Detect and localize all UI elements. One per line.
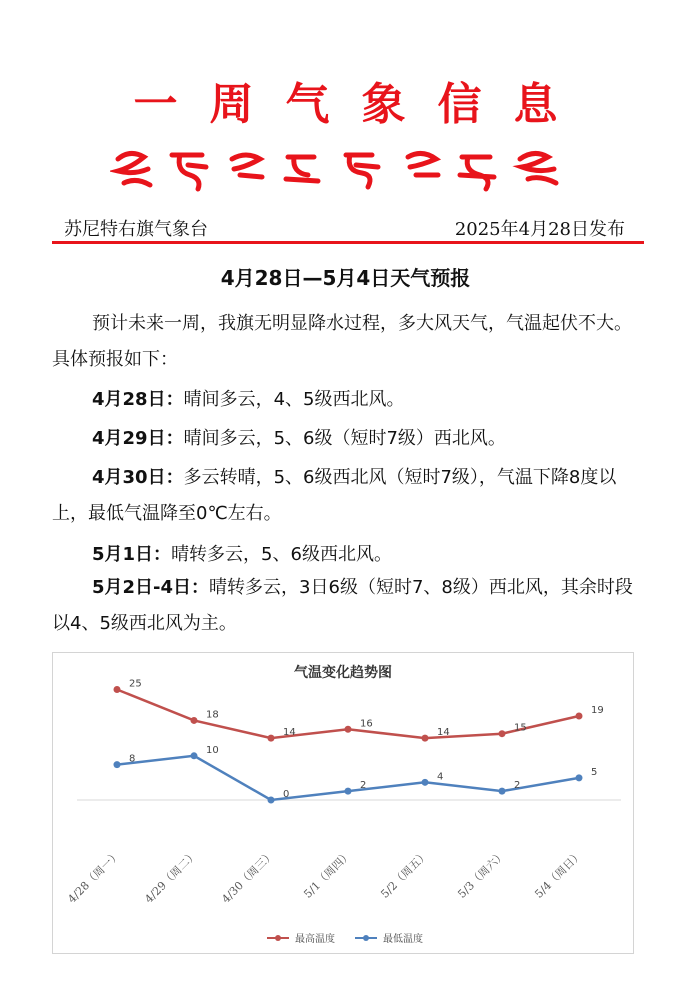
forecast-intro: 预计未来一周，我旗无明显降水过程，多大风天气，气温起伏不大。具体预报如下： bbox=[52, 313, 632, 370]
data-point bbox=[499, 730, 506, 737]
category-label: 4/29（周二） bbox=[142, 847, 201, 906]
forecast-date: 4月28日： bbox=[92, 389, 184, 410]
data-label: 5 bbox=[591, 766, 598, 778]
forecast-date: 4月30日： bbox=[92, 467, 184, 488]
data-label: 14 bbox=[437, 727, 450, 739]
data-label: 10 bbox=[206, 744, 219, 756]
legend-label: 最低温度 bbox=[383, 934, 423, 945]
agency-name: 苏尼特右旗气象台 bbox=[64, 219, 208, 240]
forecast-item bbox=[52, 382, 637, 418]
data-point bbox=[345, 788, 352, 795]
temperature-chart bbox=[52, 652, 634, 954]
category-label: 5/1（周四） bbox=[301, 847, 355, 901]
data-label: 19 bbox=[591, 705, 604, 717]
forecast-date: 5月1日： bbox=[92, 544, 172, 565]
forecast-date: 4月29日： bbox=[92, 428, 184, 449]
data-label: 2 bbox=[360, 780, 367, 792]
forecast-text: 晴间多云，5、6级（短时7级）西北风。 bbox=[183, 428, 506, 449]
data-point bbox=[268, 797, 275, 804]
category-label: 4/28（周一） bbox=[65, 847, 124, 906]
data-label: 18 bbox=[206, 709, 219, 721]
data-label: 8 bbox=[129, 753, 136, 765]
data-label: 4 bbox=[437, 771, 444, 783]
category-label: 5/4（周日） bbox=[532, 847, 586, 901]
publish-date: 2025年4月28日发布 bbox=[454, 219, 625, 240]
forecast-text: 晴转多云，3日6级（短时7、8级）西北风，其余时段以4、5级西北风为主。 bbox=[52, 577, 633, 634]
category-label: 4/30（周三） bbox=[219, 847, 278, 906]
data-point bbox=[114, 761, 121, 768]
data-point bbox=[345, 726, 352, 733]
data-label: 16 bbox=[360, 718, 373, 730]
data-label: 15 bbox=[514, 722, 527, 734]
data-point bbox=[422, 735, 429, 742]
data-point bbox=[191, 752, 198, 759]
data-point bbox=[114, 686, 121, 693]
data-label: 14 bbox=[283, 727, 296, 739]
header-divider bbox=[52, 241, 644, 244]
category-label: 5/3（周六） bbox=[455, 847, 509, 901]
legend-label: 最高温度 bbox=[295, 934, 335, 945]
data-label: 2 bbox=[514, 780, 521, 792]
data-point bbox=[499, 788, 506, 795]
legend-marker bbox=[363, 935, 369, 941]
data-point bbox=[422, 779, 429, 786]
forecast-text: 多云转晴，5、6级西北风（短时7级），气温下降8度以上，最低气温降至0℃左右。 bbox=[52, 467, 617, 524]
forecast-text: 晴间多云，4、5级西北风。 bbox=[183, 389, 405, 410]
forecast-item bbox=[52, 460, 637, 532]
chart-title: 气温变化趋势图 bbox=[294, 665, 392, 681]
forecast-title: 4月28日—5月4日天气预报 bbox=[220, 266, 471, 290]
data-label: 25 bbox=[129, 678, 142, 690]
forecast-item bbox=[52, 537, 637, 573]
mongolian-title-graphic bbox=[110, 145, 580, 195]
main-title: 一周气象信息 bbox=[133, 79, 590, 130]
data-label: 0 bbox=[283, 789, 290, 800]
category-label: 5/2（周五） bbox=[378, 847, 432, 901]
data-point bbox=[576, 713, 583, 720]
data-point bbox=[268, 735, 275, 742]
data-point bbox=[191, 717, 198, 724]
forecast-text: 晴转多云，5、6级西北风。 bbox=[171, 544, 392, 565]
legend-marker bbox=[275, 935, 281, 941]
forecast-item bbox=[52, 570, 637, 642]
forecast-item bbox=[52, 421, 637, 457]
temperature-chart-svg bbox=[53, 653, 633, 953]
data-point bbox=[576, 774, 583, 781]
forecast-date: 5月2日-4日： bbox=[92, 577, 210, 598]
